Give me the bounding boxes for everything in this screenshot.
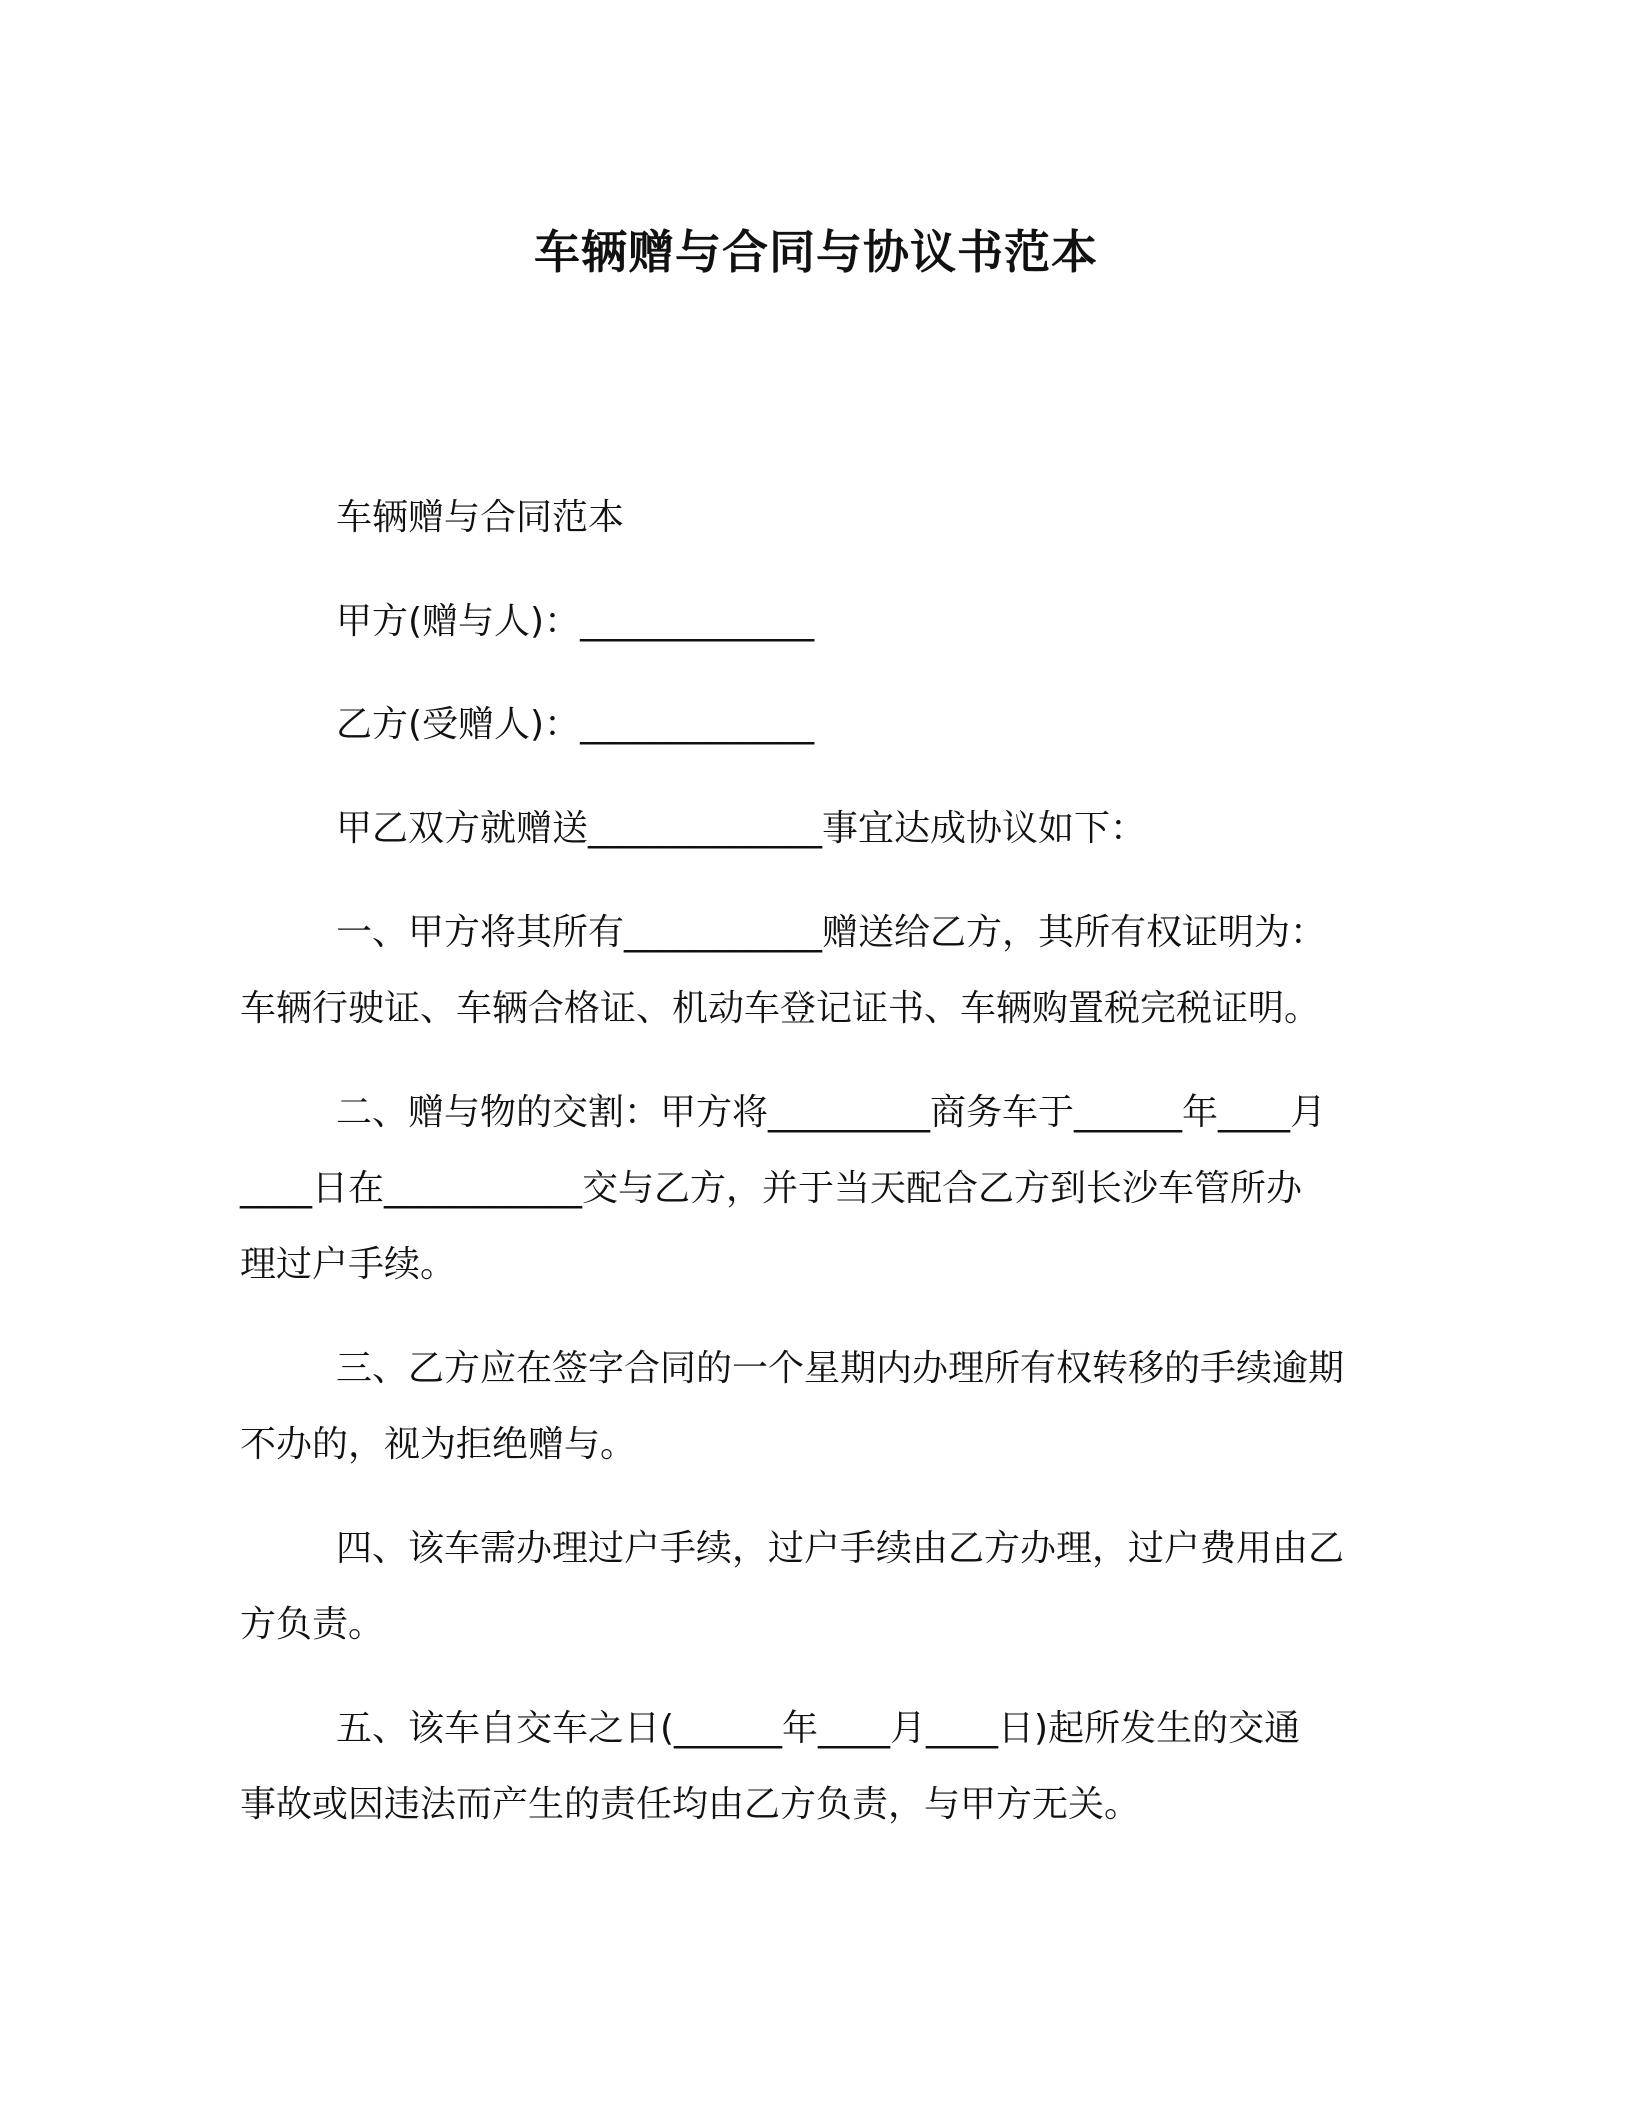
clause-2-line-2: ____日在___________交与乙方，并于当天配合乙方到长沙车管所办 — [240, 1168, 1303, 1209]
document-title: 车辆赠与合同与协议书范本 — [534, 225, 1098, 279]
party-b-line: 乙方(受赠人)：_____________ — [336, 704, 815, 745]
clause-3-line-1: 三、乙方应在签字合同的一个星期内办理所有权转移的手续逾期 — [336, 1348, 1345, 1389]
clause-5-line-1: 五、该车自交车之日(______年____月____日)起所发生的交通 — [336, 1708, 1301, 1749]
clause-2-line-1: 二、赠与物的交割：甲方将_________商务车于______年____月 — [336, 1092, 1327, 1133]
clause-1-line-1: 一、甲方将其所有___________赠送给乙方，其所有权证明为： — [336, 912, 1327, 953]
clause-3-line-2: 不办的，视为拒绝赠与。 — [240, 1424, 637, 1465]
intro-line: 甲乙双方就赠送_____________事宜达成协议如下： — [336, 808, 1147, 849]
party-a-line: 甲方(赠与人)：_____________ — [336, 601, 815, 642]
clause-5-line-2: 事故或因违法而产生的责任均由乙方负责，与甲方无关。 — [240, 1784, 1141, 1825]
clause-2-line-3: 理过户手续。 — [240, 1244, 457, 1285]
clause-1-line-2: 车辆行驶证、车辆合格证、机动车登记证书、车辆购置税完税证明。 — [240, 988, 1321, 1029]
clause-4-line-2: 方负责。 — [240, 1604, 385, 1645]
clause-4-line-1: 四、该车需办理过户手续，过户手续由乙方办理，过户费用由乙 — [336, 1528, 1345, 1569]
contract-subtitle: 车辆赠与合同范本 — [336, 497, 625, 538]
